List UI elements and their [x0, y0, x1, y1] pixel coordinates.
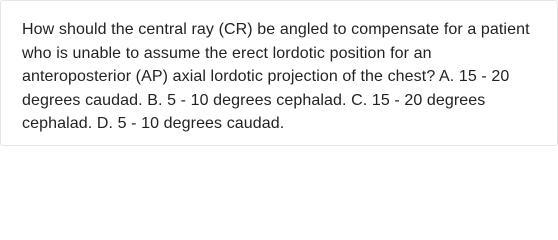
question-text: How should the central ray (CR) be angled to compensate for a patient who is unable to assume the erect lordotic position for an anteroposterior (AP) axial lordotic projection of the chest? A. 15 - 20 degrees caudad. B. 5 - 10 degrees cephalad. C. 15 - 20 degrees cephalad. D. 5 - 10 degrees caudad. — [22, 21, 530, 132]
